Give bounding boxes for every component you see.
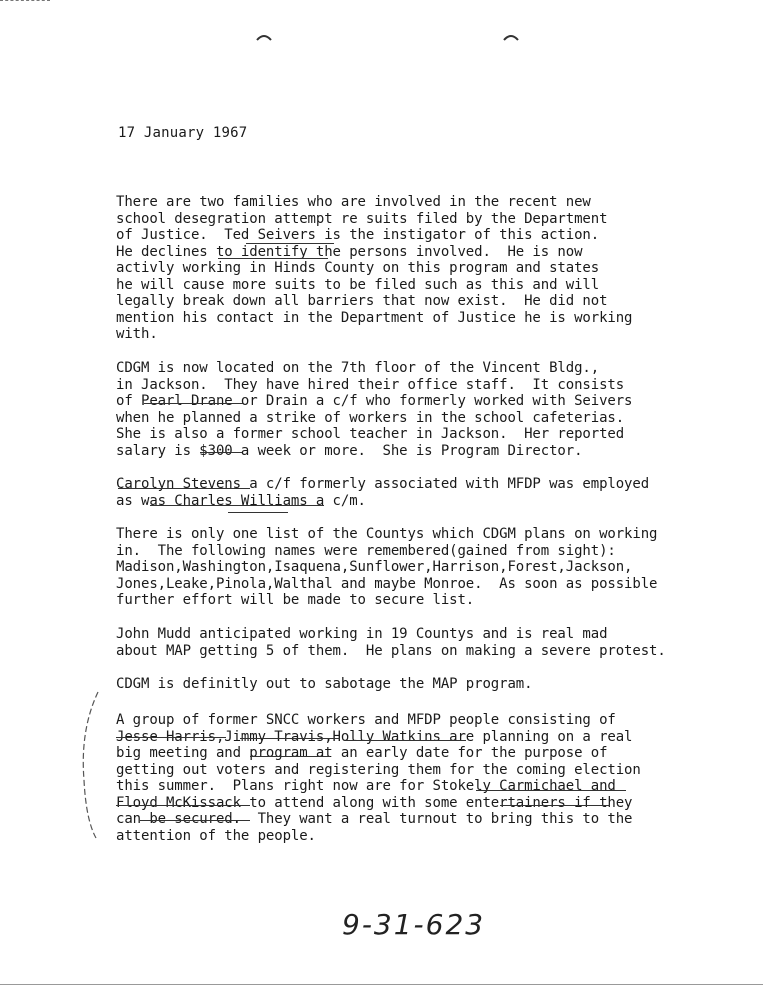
underline-mark <box>118 488 250 489</box>
paragraph-employees: Carolyn Stevens a c/f formerly associated with MFDP was employed as was Charles Williams a c/m. <box>116 476 650 509</box>
file-number: 9-31-623 <box>342 908 486 941</box>
top-edge-dash <box>0 0 50 3</box>
underline-mark <box>200 452 242 453</box>
underline-mark <box>246 243 334 244</box>
underline-mark <box>116 737 226 738</box>
underline-mark <box>240 738 340 739</box>
underline-mark <box>218 258 328 259</box>
underline-mark <box>140 820 250 821</box>
underline-mark <box>500 805 610 806</box>
paragraph-desegregation: There are two families who are involved in the recent new school desegration attempt re suits filed by the Department of Justice. Ted Seivers is the instigator of this action. He declines to identify the persons involved. He is now activly working in Hinds County on this program and states he will cause more suits to be filed such as this and will legally break down all barriers that now exist. He did not mention his contact in the Department of Justice he is working with. <box>116 194 633 342</box>
underline-mark <box>228 512 288 513</box>
underline-mark <box>476 790 626 791</box>
paragraph-sncc-meeting: A group of former SNCC workers and MFDP people consisting of Jesse Harris,Jimmy Travis,Holly Watkins are planning on a real big meeting and program at an early date for the purpose of getting out voters and registering them for the coming election this summer. Plans right now are for Stokely Carmichael and Floyd McKissack to attend along with some entertainers if they can be secured. They want a real turnout to bring this to the attention of the people. <box>116 712 641 844</box>
bottom-edge-line <box>0 984 763 985</box>
margin-bracket <box>78 690 104 840</box>
memo-date: 17 January 1967 <box>118 125 248 141</box>
underline-mark <box>144 403 244 404</box>
punch-mark-left <box>256 32 272 42</box>
underline-mark <box>250 756 330 757</box>
paragraph-john-mudd: John Mudd anticipated working in 19 Countys and is real mad about MAP getting 5 of them. He plans on making a severe protest. <box>116 626 666 659</box>
paragraph-county-list: There is only one list of the Countys which CDGM plans on working in. The following names were remembered(gained from sight): Madison,Washington,Isaquena,Sunflower,Harrison,Forest,Jackson, Jones,Leake,Pinola,Walthal and maybe Monroe. As soon as possible further effort will be made to secure list. <box>116 526 658 608</box>
paragraph-cdgm-office: CDGM is now located on the 7th floor of the Vincent Bldg., in Jackson. They have hired their office staff. It consists of Pearl Drane or Drain a c/f who formerly worked with Seivers when he planned a strike of workers in the school cafeterias. She is also a former school teacher in Jackson. Her reported salary is $300 a week or more. She is Program Director. <box>116 360 633 459</box>
punch-mark-right <box>503 32 519 42</box>
paragraph-sabotage: CDGM is definitly out to sabotage the MAP program. <box>116 676 533 692</box>
underline-mark <box>346 740 466 741</box>
underline-mark <box>116 805 250 806</box>
underline-mark <box>150 505 324 506</box>
